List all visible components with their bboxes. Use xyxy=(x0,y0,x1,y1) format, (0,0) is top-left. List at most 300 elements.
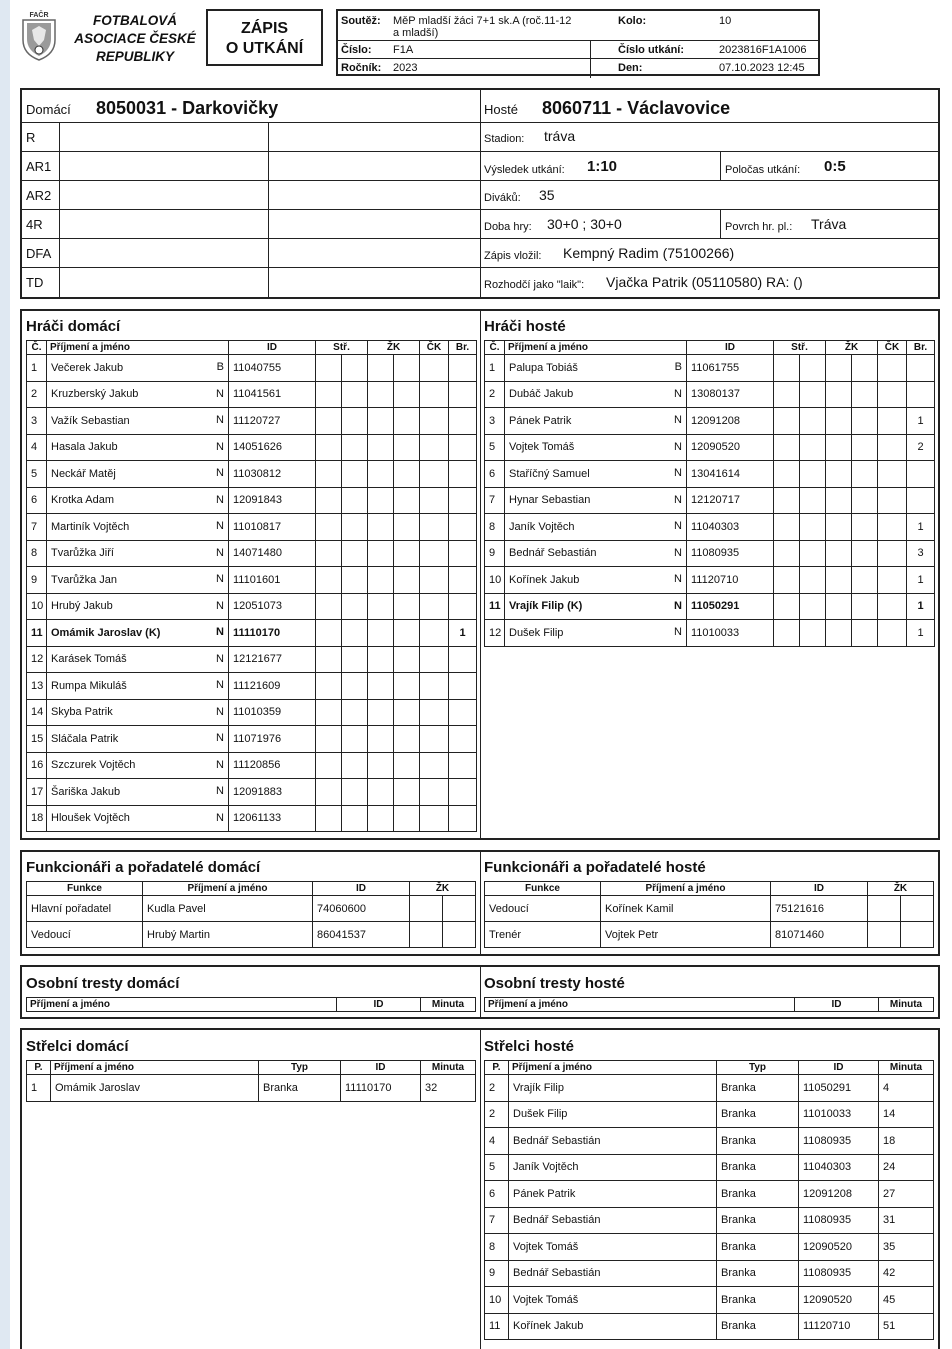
empty-cell xyxy=(774,593,800,620)
empty-cell xyxy=(420,408,449,435)
empty-cell xyxy=(316,381,342,408)
empty-cell xyxy=(342,673,368,700)
empty-cell xyxy=(368,461,394,488)
func-row xyxy=(485,896,934,922)
player-number: 1 xyxy=(485,355,505,382)
player-name-cell xyxy=(505,434,687,461)
player-name: Karásek Tomáš xyxy=(51,653,127,666)
empty-cell xyxy=(774,381,800,408)
empty-cell xyxy=(826,381,852,408)
player-type: N xyxy=(674,626,682,638)
empty-cell xyxy=(901,896,934,922)
scorer-name: Bednář Sebastián xyxy=(509,1128,717,1155)
empty-cell xyxy=(420,699,449,726)
player-id: 11120856 xyxy=(229,752,316,779)
scorer-minute: 24 xyxy=(879,1154,934,1181)
player-goals xyxy=(907,355,935,382)
player-type: N xyxy=(674,414,682,426)
player-type: N xyxy=(216,785,224,797)
col-br: Br. xyxy=(449,341,477,355)
empty-cell xyxy=(394,699,420,726)
empty-cell xyxy=(420,646,449,673)
scorer-type: Branka xyxy=(717,1075,799,1102)
scorer-id: 11080935 xyxy=(799,1260,879,1287)
player-goals xyxy=(907,461,935,488)
home-tresty-title: Osobní tresty domácí xyxy=(26,975,180,992)
zapis-label: Zápis vložil: xyxy=(484,250,542,262)
player-number: 8 xyxy=(485,514,505,541)
competition-info xyxy=(336,9,820,76)
player-goals xyxy=(449,752,477,779)
scorer-minute: 35 xyxy=(879,1234,934,1261)
official-ar1: AR1 xyxy=(26,159,52,174)
scorer-id: 11040303 xyxy=(799,1154,879,1181)
col-zk: ŽK xyxy=(868,882,934,896)
official-row xyxy=(22,122,938,151)
empty-cell xyxy=(342,593,368,620)
official-dfa: DFA xyxy=(26,246,52,261)
col-funkce: Funkce xyxy=(485,882,601,896)
org-line-1: FOTBALOVÁ xyxy=(93,13,177,28)
empty-cell xyxy=(774,540,800,567)
col-name: Příjmení a jméno xyxy=(51,1061,259,1075)
player-number: 2 xyxy=(27,381,47,408)
func-row xyxy=(485,922,934,948)
home-tresty-table xyxy=(26,997,476,1012)
player-name-cell xyxy=(47,726,229,753)
scorer-row xyxy=(485,1287,934,1314)
player-id: 11101601 xyxy=(229,567,316,594)
player-row xyxy=(485,567,935,594)
player-number: 6 xyxy=(27,487,47,514)
home-strelci-title: Střelci domácí xyxy=(26,1038,129,1055)
empty-cell xyxy=(394,355,420,382)
match-report-page xyxy=(10,0,952,1349)
official-ar2: AR2 xyxy=(26,188,52,203)
col-minute: Minuta xyxy=(879,998,934,1012)
empty-cell xyxy=(410,896,443,922)
empty-cell xyxy=(878,514,907,541)
col-zk: ŽK xyxy=(368,341,420,355)
col-ck: ČK xyxy=(420,341,449,355)
player-name: Krotka Adam xyxy=(51,494,114,507)
empty-cell xyxy=(368,381,394,408)
scorer-name: Vojtek Tomáš xyxy=(509,1234,717,1261)
player-id: 11120727 xyxy=(229,408,316,435)
scorer-minute: 51 xyxy=(879,1313,934,1340)
scorer-type: Branka xyxy=(717,1181,799,1208)
empty-cell xyxy=(394,646,420,673)
player-name: Bednář Sebastián xyxy=(509,547,597,560)
polocas-value: 0:5 xyxy=(824,158,846,175)
func-name: Kudla Pavel xyxy=(143,896,313,922)
player-name-cell xyxy=(505,540,687,567)
empty-cell xyxy=(800,620,826,647)
cislo-utkani-label: Číslo utkání: xyxy=(618,44,685,56)
empty-cell xyxy=(368,567,394,594)
official-row xyxy=(22,238,938,267)
player-type: N xyxy=(216,520,224,532)
col-period: P. xyxy=(485,1061,509,1075)
empty-cell xyxy=(420,381,449,408)
empty-cell xyxy=(342,434,368,461)
empty-cell xyxy=(852,620,878,647)
official-td: TD xyxy=(26,275,44,290)
player-goals xyxy=(449,805,477,832)
player-id: 12091843 xyxy=(229,487,316,514)
player-goals xyxy=(449,726,477,753)
player-id: 11010817 xyxy=(229,514,316,541)
players-header-row xyxy=(27,341,477,355)
player-id: 11040303 xyxy=(687,514,774,541)
player-number: 7 xyxy=(485,487,505,514)
player-goals: 1 xyxy=(449,620,477,647)
empty-cell xyxy=(852,567,878,594)
scorer-id: 12091208 xyxy=(799,1181,879,1208)
player-name-cell xyxy=(47,434,229,461)
divider xyxy=(268,122,269,297)
empty-cell xyxy=(774,567,800,594)
player-name-cell xyxy=(505,514,687,541)
empty-cell xyxy=(342,646,368,673)
scorer-row xyxy=(485,1234,934,1261)
povrch-label: Povrch hr. pl.: xyxy=(725,221,793,233)
col-zk: ŽK xyxy=(410,882,476,896)
empty-cell xyxy=(394,434,420,461)
empty-cell xyxy=(868,896,901,922)
empty-cell xyxy=(420,805,449,832)
empty-cell xyxy=(316,593,342,620)
document-title-line-2: O UTKÁNÍ xyxy=(225,40,304,57)
player-type: N xyxy=(674,493,682,506)
away-strelci-table xyxy=(484,1060,934,1340)
empty-cell xyxy=(342,381,368,408)
empty-cell xyxy=(316,461,342,488)
func-role: Vedoucí xyxy=(27,922,143,948)
official-row xyxy=(22,180,938,209)
col-type: Typ xyxy=(259,1061,341,1075)
empty-cell xyxy=(420,620,449,647)
empty-cell xyxy=(368,593,394,620)
home-func-title: Funkcionáři a pořadatelé domácí xyxy=(26,859,261,876)
empty-cell xyxy=(800,514,826,541)
player-row xyxy=(485,540,935,567)
player-id: 12051073 xyxy=(229,593,316,620)
empty-cell xyxy=(342,620,368,647)
home-team: 8050031 - Darkovičky xyxy=(96,98,279,118)
empty-cell xyxy=(878,461,907,488)
scorer-period: 9 xyxy=(485,1260,509,1287)
player-goals: 2 xyxy=(907,434,935,461)
col-type: Typ xyxy=(717,1061,799,1075)
player-number: 13 xyxy=(27,673,47,700)
func-name: Kořínek Kamil xyxy=(601,896,771,922)
player-id: 12090520 xyxy=(687,434,774,461)
col-name: Příjmení a jméno xyxy=(47,341,229,355)
empty-cell xyxy=(878,408,907,435)
empty-cell xyxy=(410,922,443,948)
scorer-row xyxy=(485,1207,934,1234)
col-br: Br. xyxy=(907,341,935,355)
empty-cell xyxy=(878,567,907,594)
away-func-table xyxy=(484,881,934,948)
player-number: 16 xyxy=(27,752,47,779)
empty-cell xyxy=(342,779,368,806)
player-goals xyxy=(449,408,477,435)
player-name-cell xyxy=(505,355,687,382)
tresty-header-row xyxy=(27,998,476,1012)
kolo-label: Kolo: xyxy=(618,15,647,27)
empty-cell xyxy=(774,514,800,541)
scorer-minute: 18 xyxy=(879,1128,934,1155)
player-number: 10 xyxy=(27,593,47,620)
scorer-period: 11 xyxy=(485,1313,509,1340)
player-name-cell xyxy=(47,381,229,408)
away-tresty-title: Osobní tresty hosté xyxy=(484,975,625,992)
player-id: 12121677 xyxy=(229,646,316,673)
empty-cell xyxy=(316,567,342,594)
player-type: B xyxy=(216,361,224,373)
player-goals xyxy=(449,673,477,700)
empty-cell xyxy=(443,896,476,922)
player-goals xyxy=(449,461,477,488)
empty-cell xyxy=(420,752,449,779)
match-info-box xyxy=(20,88,940,299)
scorer-period: 4 xyxy=(485,1128,509,1155)
away-func-title: Funkcionáři a pořadatelé hosté xyxy=(484,859,706,876)
player-name: Staříčný Samuel xyxy=(509,467,590,480)
player-name: Kruzberský Jakub xyxy=(51,388,139,401)
scorer-type: Branka xyxy=(717,1128,799,1155)
organisation-name xyxy=(72,12,198,66)
empty-cell xyxy=(316,779,342,806)
official-row xyxy=(22,151,938,180)
player-name: Palupa Tobiáš xyxy=(509,361,578,374)
player-name: Kořínek Jakub xyxy=(509,573,580,586)
player-row xyxy=(485,620,935,647)
player-name: Hynar Sebastian xyxy=(509,494,591,507)
home-players-title: Hráči domácí xyxy=(26,318,121,335)
empty-cell xyxy=(420,487,449,514)
empty-cell xyxy=(342,408,368,435)
official-4r: 4R xyxy=(26,217,43,232)
player-row xyxy=(27,805,477,832)
empty-cell xyxy=(826,593,852,620)
player-row xyxy=(27,752,477,779)
empty-cell xyxy=(420,540,449,567)
scorer-row xyxy=(485,1154,934,1181)
empty-cell xyxy=(368,540,394,567)
player-type: N xyxy=(216,626,224,638)
empty-cell xyxy=(368,408,394,435)
player-goals xyxy=(449,540,477,567)
scorer-name: Omámik Jaroslav xyxy=(51,1075,259,1102)
org-line-3: REPUBLIKY xyxy=(95,49,174,64)
empty-cell xyxy=(394,487,420,514)
scorer-type: Branka xyxy=(717,1101,799,1128)
col-name: Příjmení a jméno xyxy=(509,1061,717,1075)
player-goals xyxy=(449,381,477,408)
player-name-cell xyxy=(47,355,229,382)
home-label: Domácí xyxy=(26,102,71,117)
player-number: 15 xyxy=(27,726,47,753)
document-title xyxy=(206,9,323,66)
empty-cell xyxy=(394,567,420,594)
player-row xyxy=(27,646,477,673)
empty-cell xyxy=(826,408,852,435)
rocnik-label: Ročník: xyxy=(341,62,382,74)
player-type: N xyxy=(216,758,224,771)
player-type: N xyxy=(674,387,682,400)
player-row xyxy=(485,434,935,461)
empty-cell xyxy=(826,620,852,647)
empty-cell xyxy=(826,487,852,514)
away-strelci-title: Střelci hosté xyxy=(484,1038,575,1055)
col-name: Příjmení a jméno xyxy=(485,998,795,1012)
empty-cell xyxy=(342,461,368,488)
scorer-period: 6 xyxy=(485,1181,509,1208)
player-row xyxy=(485,461,935,488)
empty-cell xyxy=(852,461,878,488)
divaku-value: 35 xyxy=(539,187,555,203)
player-type: N xyxy=(216,573,224,585)
zapis-value: Kempný Radim (75100266) xyxy=(563,245,735,261)
divider xyxy=(59,122,60,297)
scorer-row xyxy=(485,1128,934,1155)
empty-cell xyxy=(774,434,800,461)
player-number: 5 xyxy=(27,461,47,488)
empty-cell xyxy=(342,514,368,541)
scorer-type: Branka xyxy=(717,1207,799,1234)
player-type: N xyxy=(674,573,682,585)
home-func-table xyxy=(26,881,476,948)
player-id: 12091208 xyxy=(687,408,774,435)
empty-cell xyxy=(368,752,394,779)
empty-cell xyxy=(394,408,420,435)
empty-cell xyxy=(368,646,394,673)
divider xyxy=(480,967,481,1017)
func-header-row xyxy=(485,882,934,896)
player-goals xyxy=(449,434,477,461)
player-number: 6 xyxy=(485,461,505,488)
player-id: 11121609 xyxy=(229,673,316,700)
player-name-cell xyxy=(47,408,229,435)
player-goals xyxy=(449,699,477,726)
scorer-id: 11080935 xyxy=(799,1207,879,1234)
empty-cell xyxy=(878,540,907,567)
player-name-cell xyxy=(47,567,229,594)
empty-cell xyxy=(852,408,878,435)
away-tresty-table xyxy=(484,997,934,1012)
scorer-type: Branka xyxy=(717,1234,799,1261)
player-type: N xyxy=(216,440,224,453)
player-row xyxy=(485,381,935,408)
player-row xyxy=(27,779,477,806)
player-id: 11110170 xyxy=(229,620,316,647)
empty-cell xyxy=(800,434,826,461)
player-id: 11050291 xyxy=(687,593,774,620)
player-goals xyxy=(449,487,477,514)
empty-cell xyxy=(878,487,907,514)
empty-cell xyxy=(316,487,342,514)
polocas-label: Poločas utkání: xyxy=(725,164,801,176)
func-role: Trenér xyxy=(485,922,601,948)
player-goals: 1 xyxy=(907,593,935,620)
empty-cell xyxy=(342,355,368,382)
empty-cell xyxy=(368,620,394,647)
empty-cell xyxy=(368,699,394,726)
empty-cell xyxy=(368,673,394,700)
divider xyxy=(480,311,481,838)
player-name-cell xyxy=(47,593,229,620)
player-name-cell xyxy=(47,514,229,541)
empty-cell xyxy=(342,805,368,832)
player-type: N xyxy=(216,679,224,691)
player-goals xyxy=(449,779,477,806)
empty-cell xyxy=(368,779,394,806)
scorer-minute: 45 xyxy=(879,1287,934,1314)
empty-cell xyxy=(800,408,826,435)
player-goals xyxy=(449,514,477,541)
player-row xyxy=(27,620,477,647)
empty-cell xyxy=(342,540,368,567)
empty-cell xyxy=(800,567,826,594)
divider xyxy=(720,210,721,238)
col-id: ID xyxy=(229,341,316,355)
player-id: 11040755 xyxy=(229,355,316,382)
player-type: N xyxy=(674,467,682,479)
col-name: Příjmení a jméno xyxy=(505,341,687,355)
away-team: 8060711 - Václavovice xyxy=(542,98,731,118)
player-number: 4 xyxy=(27,434,47,461)
player-name: Vrajík Filip (K) xyxy=(509,600,583,613)
player-id: 14071480 xyxy=(229,540,316,567)
func-id: 86041537 xyxy=(313,922,410,948)
empty-cell xyxy=(368,434,394,461)
scorer-type: Branka xyxy=(717,1287,799,1314)
func-row xyxy=(27,922,476,948)
player-row xyxy=(27,461,477,488)
func-row xyxy=(27,896,476,922)
player-name-cell xyxy=(47,779,229,806)
func-name: Hrubý Martin xyxy=(143,922,313,948)
empty-cell xyxy=(368,355,394,382)
scorer-period: 2 xyxy=(485,1101,509,1128)
empty-cell xyxy=(394,461,420,488)
player-name-cell xyxy=(505,567,687,594)
soutez-label: Soutěž: xyxy=(341,15,381,27)
scorer-row xyxy=(485,1101,934,1128)
empty-cell xyxy=(878,620,907,647)
player-id: 12061133 xyxy=(229,805,316,832)
empty-cell xyxy=(316,673,342,700)
empty-cell xyxy=(420,434,449,461)
player-row xyxy=(27,434,477,461)
player-type: N xyxy=(674,546,682,559)
empty-cell xyxy=(800,487,826,514)
scorer-id: 12090520 xyxy=(799,1234,879,1261)
scorer-row xyxy=(485,1181,934,1208)
soutez-value-line-1: MěP mladší žáci 7+1 sk.A (roč.11-12 xyxy=(393,15,572,27)
scorer-id: 11010033 xyxy=(799,1101,879,1128)
scorer-row xyxy=(485,1075,934,1102)
empty-cell xyxy=(852,434,878,461)
player-type: N xyxy=(216,414,224,426)
player-name: Pánek Patrik xyxy=(509,414,572,427)
player-number: 10 xyxy=(485,567,505,594)
scorer-period: 10 xyxy=(485,1287,509,1314)
player-goals: 1 xyxy=(907,567,935,594)
